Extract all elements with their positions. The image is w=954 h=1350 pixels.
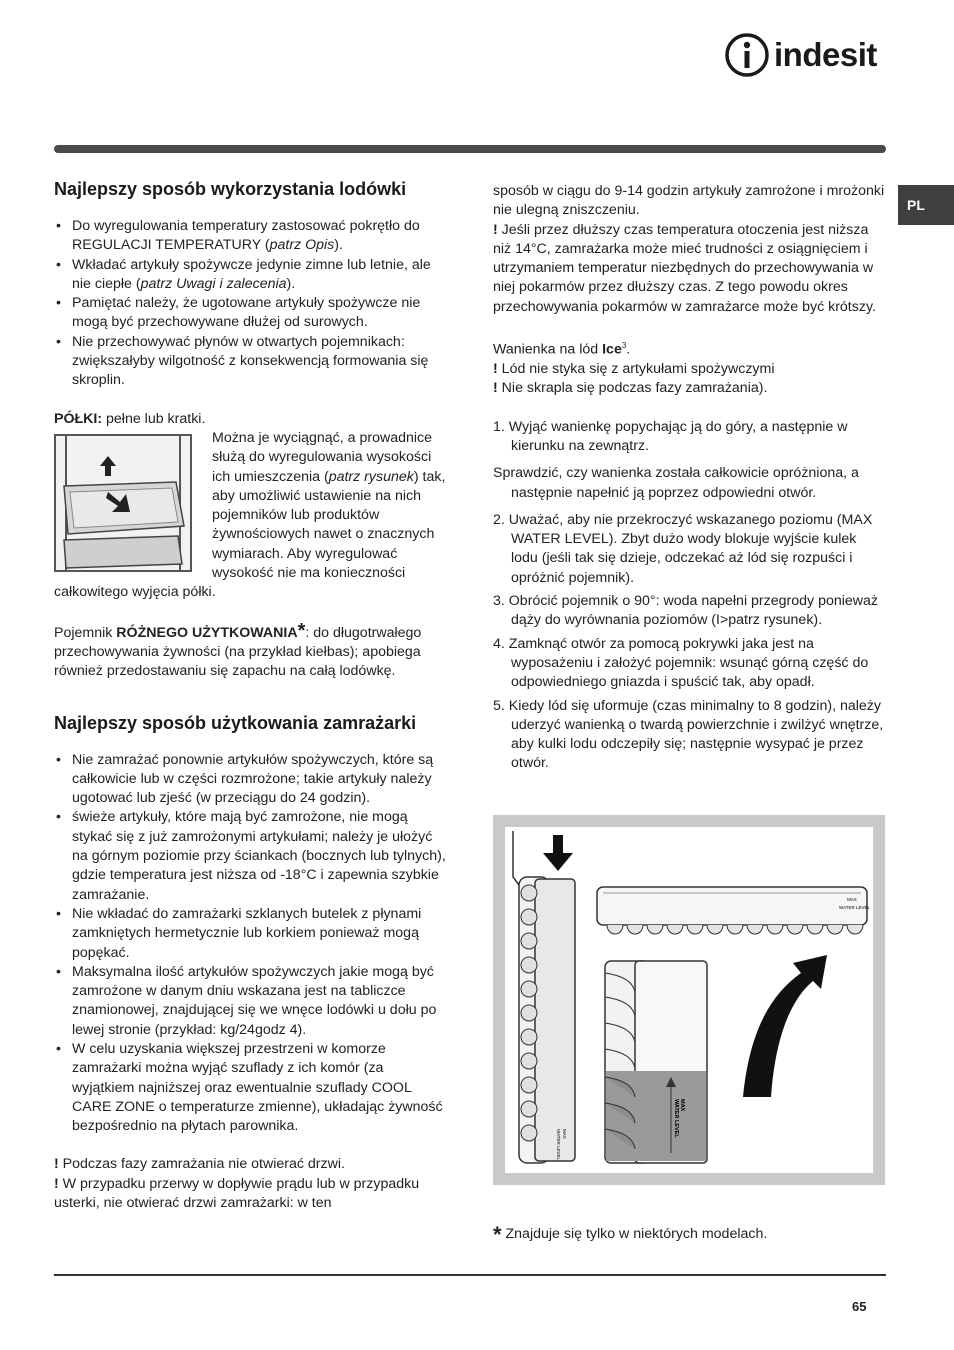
shelves-line: PÓŁKI: pełne lub kratki. <box>54 410 206 427</box>
figure-water-level-label-top: WATER LEVEL <box>839 905 871 910</box>
step-1: 1. Wyjąć wanienkę popychając ją do góry, a następnie w kierunku na zewnątrz. <box>493 418 848 454</box>
figure-max-label-tray: MAX <box>679 1099 685 1112</box>
list-item: 5. Kiedy lód się uformuje (czas minimalny to 8 godzin), należy uderzyć wanienką o twardą powierzchnie i zwilżyć wnętrze, aby kulki lodu odczepiły się; następnie wysypać je przez otwór. <box>493 697 884 772</box>
list-item: 3. Obrócić pojemnik o 90°: woda napełni przegrody ponieważ dąży do wyrównania poziomów (I>patrz rysunek). <box>493 593 879 629</box>
ice-tray-illustration <box>505 827 873 1173</box>
shelf-illustration <box>54 434 192 572</box>
warning-3: ! Jeśli przez dłuższy czas temperatura otoczenia jest niższa niż 14°C, zamrażarka może mieć trudności z osiągnięciem i utrzymaniem temperatur niezbędnych do przechowywania w niej pokarmów przez dłuższy czas. Z tego powodu okres przechowywania pokarmów w zamrażarce może być krótszy. <box>493 221 876 315</box>
footnote: * Znajduje się tylko w niektórych modelach. <box>493 1222 768 1247</box>
warning-2: ! W przypadku przerwy w dopływie prądu lub w przypadku usterki, nie otwierać drzwi zamrażarki: w ten <box>54 1175 420 1212</box>
freezer-list <box>54 751 448 1137</box>
list-item: • świeże artykuły, które mają być zamrożone, nie mogą stykać się z już zamrożonymi artykułami; należy je ułożyć na górnym poziomie przy ściankach (bocznych lub tylnych), gdzie temperatura jest niższa od -18°C i zapewnia szybkie zamrażanie. <box>54 808 448 904</box>
list-item: 4. Zamknąć otwór za pomocą pokrywki jaka jest na wyposażeniu i założyć pojemnik: wsunąć górną część do odpowiedniego gniazda i spuścić tak, aby opadł. <box>493 635 869 691</box>
bottom-divider <box>54 1274 886 1276</box>
list-item: 2. Uważać, aby nie przekroczyć wskazanego poziomu (MAX WATER LEVEL). Zbyt dużo wody blokuje wyjście kulek lodu (jeśli tak się dzieje, odczekać aż lód się rozpuści i opróżnić pojemnik). <box>493 511 873 586</box>
ice-tray-figure <box>493 815 885 1185</box>
list-item: • Nie wkładać do zamrażarki szklanych butelek z płynami zamkniętych hermetycznie lub korkiem ponieważ mogą popękać. <box>54 905 448 963</box>
steps-list <box>493 511 885 774</box>
list-item: • Do wyregulowania temperatury zastosować pokrętło do REGULACJI TEMPERATURY (patrz Opis). <box>54 217 448 256</box>
ice-tray-line: Wanienka na lód Ice$^3$. <box>493 341 631 358</box>
ice-warning-2: ! Nie skrapla się podczas fazy zamrażania). <box>493 380 768 397</box>
fridge-list <box>54 217 448 391</box>
list-item: • Pamiętać należy, że ugotowane artykuły spożywcze nie mogą być przechowywane dłużej od surowych. <box>54 294 448 333</box>
list-item: • Nie zamrażać ponownie artykułów spożywczych, które są całkowicie lub w części rozmrożone; takie artykuły należy ugotować lub zjeść (w przeciągu do 24 godzin). <box>54 751 448 809</box>
ice-warning-1: ! Lód nie styka się z artykułami spożywczymi <box>493 361 775 378</box>
multi-use-container-text: Pojemnik RÓŻNEGO UŻYTKOWANIA*: do długotrwałego przechowywania żywności (na przykład kiełbas); apobiega również przedostawaniu się zapachu na całą lodówkę. <box>54 619 422 680</box>
figure-water-level-label-left: WATER LEVEL <box>556 1129 561 1161</box>
list-item: • Wkładać artykuły spożywcze jedynie zimne lub letnie, ale nie ciepłe (patrz Uwagi i zalecenia). <box>54 256 448 295</box>
figure-water-level-label-tray: WATER LEVEL <box>673 1099 679 1138</box>
page-number: 65 <box>852 1299 867 1314</box>
logo-mark-icon <box>724 32 770 78</box>
warning-1: ! Podczas fazy zamrażania nie otwierać drzwi. <box>54 1156 345 1173</box>
list-item: • Nie przechowywać płynów w otwartych pojemnikach: zwiększałyby wilgotność z konsekwencją formowania się skroplin. <box>54 333 448 391</box>
shelves-description: Można je wyciągnąć, a prowadnice służą do wyregulowania wysokości ich umieszczenia (patrz rysunek) tak, aby umożliwić ustawienie na nich pojemników lub produktów żywnościowych nawet o znacznych wymiarach. Aby wyregulować wysokość nie ma konieczności całkowitego wyjęcia półki. <box>54 429 446 601</box>
freezer-heading: Najlepszy sposób użytkowania zamrażarki <box>54 712 417 733</box>
shelves-section <box>54 429 448 603</box>
figure-max-label-top: MAX <box>847 897 857 902</box>
continued-text: sposób w ciągu do 9-14 godzin artykuły zamrożone i mrożonki nie ulegną zniszczeniu. <box>493 183 885 219</box>
check-text: Sprawdzić, czy wanienka została całkowicie opróżniona, a następnie napełnić ją poprzez odpowiedni otwór. <box>493 465 859 501</box>
indesit-logo <box>724 32 889 78</box>
figure-max-label-left: MAX <box>562 1129 567 1139</box>
right-column <box>493 182 885 778</box>
left-column <box>54 178 448 1213</box>
list-item: • Maksymalna ilość artykułów spożywczych jakie mogą być zamrożone w danym dniu wskazana jest na tabliczce znamionowej, znajdującej się we wnęce lodówki u dołu po lewej stronie (przykład: kg/24godz 4). <box>54 963 448 1040</box>
brand-name: indesit <box>774 36 877 73</box>
list-item: • W celu uzyskania większej przestrzeni w komorze zamrażarki można wyjąć szuflady z ich komór (za wyjątkiem najniższej oraz ewentualnie szuflady COOL CARE ZONE o temperaturze zmienne), układając żywność bezpośrednio na płytach parownika. <box>54 1040 448 1136</box>
top-divider <box>54 145 886 153</box>
fridge-heading: Najlepszy sposób wykorzystania lodówki <box>54 179 407 199</box>
language-tab: PL <box>898 185 954 225</box>
